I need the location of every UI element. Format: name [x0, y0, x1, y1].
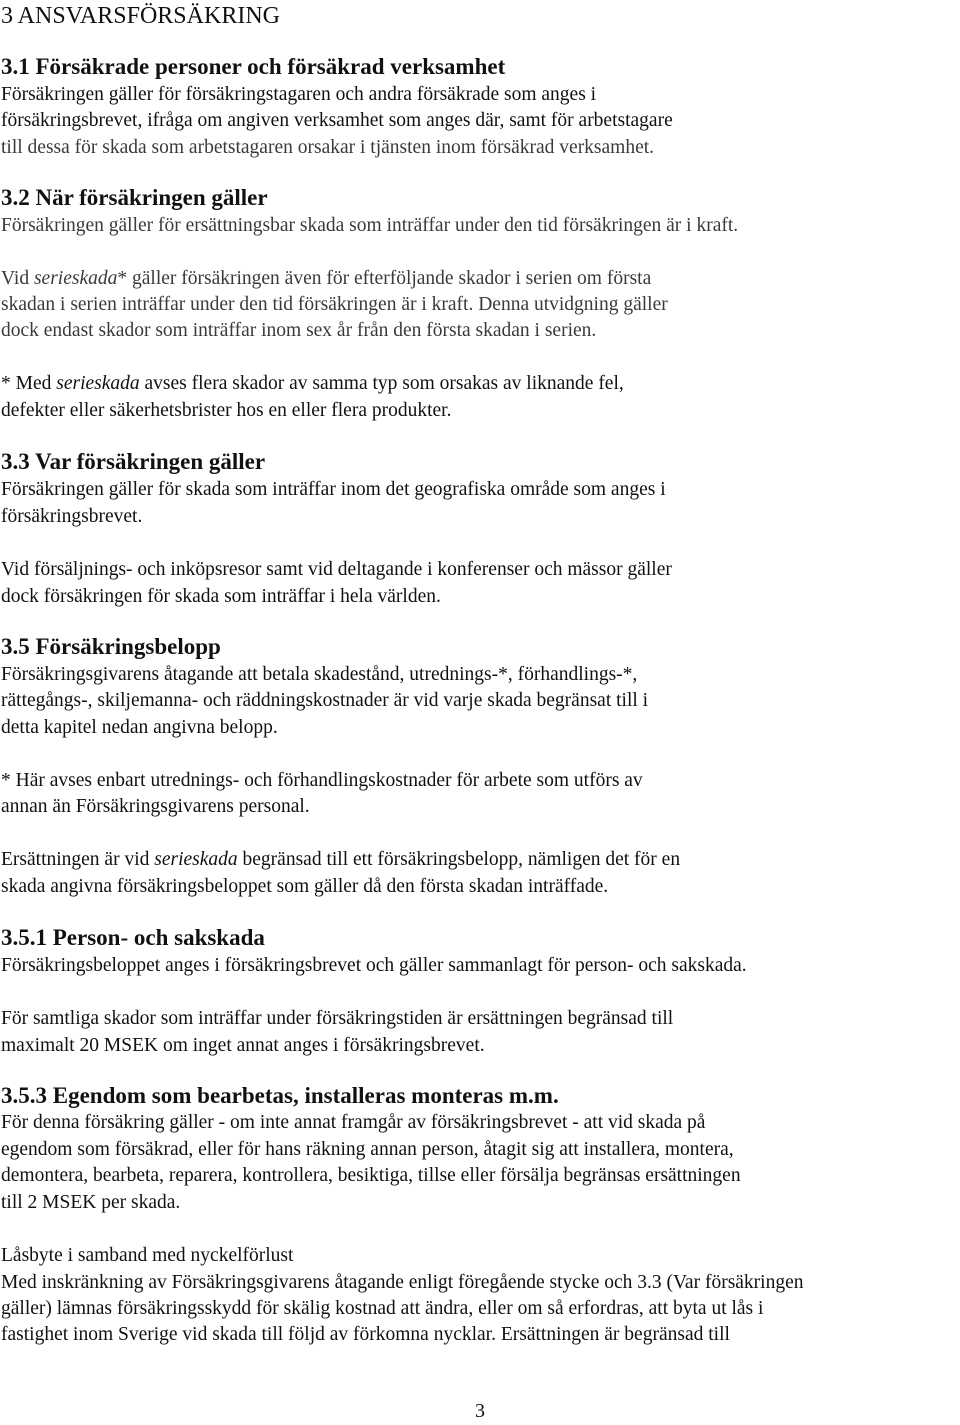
s31-line-2: försäkringsbrevet, ifråga om angiven verksamhet som anges där, samt för arbetstagare: [1, 110, 673, 131]
s32-paragraph-2-line-3: dock endast skador som inträffar inom sex år från den första skadan i serien.: [1, 320, 597, 341]
s35-paragraph-3-line-2: skada angivna försäkringsbeloppet som gäller då den första skadan inträffade.: [1, 876, 609, 897]
s353-paragraph-2-line-3: fastighet inom Sverige vid skada till följd av förkomna nycklar. Ersättningen är begränsad till: [1, 1324, 730, 1345]
heading-3-1: 3.1 Försäkrade personer och försäkrad verksamhet: [1, 54, 506, 79]
s31-line-3: till dessa för skada som arbetstagaren orsakar i tjänsten inom försäkrad verksamhet.: [1, 137, 655, 158]
s351-paragraph-2-line-1: För samtliga skador som inträffar under försäkringstiden är ersättningen begränsad till: [1, 1008, 674, 1029]
s353-paragraph-2-line-1: Med inskränkning av Försäkringsgivarens åtagande enligt föregående stycke och 3.3 (Var försäkringen: [1, 1272, 804, 1293]
s35-paragraph-1-line-1: Försäkringsgivarens åtagande att betala skadestånd, utrednings-*, förhandlings-*,: [1, 664, 638, 685]
s351-paragraph-1: Försäkringsbeloppet anges i försäkringsbrevet och gäller sammanlagt för person- och sakskada.: [1, 955, 747, 976]
s35-paragraph-3-line-1: Ersättningen är vid serieskada begränsad till ett försäkringsbelopp, nämligen det för en: [1, 849, 681, 870]
s353-paragraph-2-line-2: gäller) lämnas försäkringsskydd för skälig kostnad att ändra, eller om så erfordras, att byta ut lås i: [1, 1298, 764, 1319]
s33-paragraph-2-line-2: dock försäkringen för skada som inträffar i hela världen.: [1, 586, 441, 607]
page-number: 3: [475, 1400, 485, 1422]
s32-paragraph-2-line-2: skadan i serien inträffar under den tid försäkringen är i kraft. Denna utvidgning gäller: [1, 294, 668, 315]
s353-paragraph-1-line-1: För denna försäkring gäller - om inte annat framgår av försäkringsbrevet - att vid skada på: [1, 1112, 706, 1133]
s35-paragraph-1-line-2: rättegångs-, skiljemanna- och räddningskostnader är vid varje skada begränsat till i: [1, 690, 649, 711]
heading-3-3: 3.3 Var försäkringen gäller: [1, 449, 266, 474]
s33-paragraph-2-line-1: Vid försäljnings- och inköpsresor samt vid deltagande i konferenser och mässor gäller: [1, 559, 672, 580]
s32-paragraph-2-line-1: Vid serieskada* gäller försäkringen även för efterföljande skador i serien om första: [1, 268, 652, 289]
heading-3-5-1: 3.5.1 Person- och sakskada: [1, 925, 265, 950]
s35-paragraph-1-line-3: detta kapitel nedan angivna belopp.: [1, 717, 278, 738]
s33-paragraph-1-line-2: försäkringsbrevet.: [1, 506, 143, 527]
s353-paragraph-1-line-2: egendom som försäkrad, eller för hans räkning annan person, åtagit sig att installera, montera,: [1, 1139, 734, 1160]
s35-note-line-1: * Här avses enbart utrednings- och förhandlingskostnader för arbete som utförs av: [1, 770, 643, 791]
s351-paragraph-2-line-2: maximalt 20 MSEK om inget annat anges i försäkringsbrevet.: [1, 1035, 485, 1056]
s32-paragraph-1: Försäkringen gäller för ersättningsbar skada som inträffar under den tid försäkringen är i kraft.: [1, 215, 739, 236]
s32-note-line-2: defekter eller säkerhetsbrister hos en eller flera produkter.: [1, 400, 452, 421]
s32-note-line-1: * Med serieskada avses flera skador av samma typ som orsakas av liknande fel,: [1, 373, 624, 394]
s353-paragraph-1-line-4: till 2 MSEK per skada.: [1, 1192, 181, 1213]
s353-subtitle: Låsbyte i samband med nyckelförlust: [1, 1245, 294, 1266]
heading-3-5: 3.5 Försäkringsbelopp: [1, 634, 221, 659]
heading-3-5-3: 3.5.3 Egendom som bearbetas, installeras monteras m.m.: [1, 1083, 559, 1108]
heading-3-2: 3.2 När försäkringen gäller: [1, 185, 268, 210]
section-title: 3 ANSVARSFÖRSÄKRING: [1, 3, 280, 29]
s33-paragraph-1-line-1: Försäkringen gäller för skada som inträffar inom det geografiska område som anges i: [1, 479, 666, 500]
s353-paragraph-1-line-3: demontera, bearbeta, reparera, kontrollera, besiktiga, tillse eller försälja begränsas ersättningen: [1, 1165, 741, 1186]
s31-line-1: Försäkringen gäller för försäkringstagaren och andra försäkrade som anges i: [1, 84, 597, 105]
s35-note-line-2: annan än Försäkringsgivarens personal.: [1, 796, 310, 817]
